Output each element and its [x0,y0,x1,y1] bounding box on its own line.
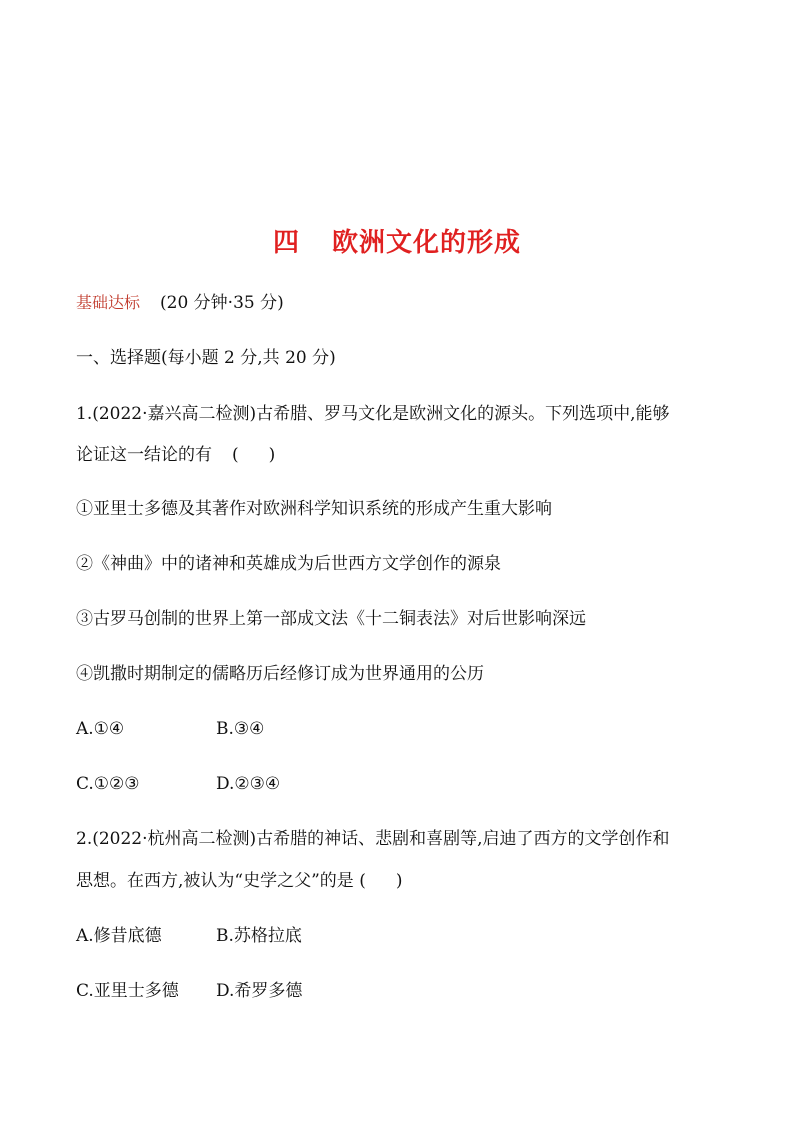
q1-item-1: ①亚里士多德及其著作对欧洲科学知识系统的形成产生重大影响 [76,499,552,519]
section-info: (20 分钟·35 分) [160,293,284,313]
q1-option-d: D.②③④ [216,774,281,794]
q2-option-c: C.亚里士多德 [76,981,179,1001]
title-number: 四 [272,228,300,258]
q1-stem-line1: 1.(2022·嘉兴高二检测)古希腊、罗马文化是欧洲文化的源头。下列选项中,能够 [76,404,670,424]
q1-stem-text: 论证这一结论的有 [76,445,212,465]
q1-paren-close: ) [268,445,276,465]
q1-option-a: A.①④ [76,719,125,739]
q2-stem-text: 思想。在西方,被认为“史学之父”的是 [76,871,354,891]
page-title [0,222,794,259]
q1-stem-line2 [76,444,275,466]
q1-paren-open: ( [232,445,239,465]
q2-option-b: B.苏格拉底 [216,926,302,946]
q2-stem-line1: 2.(2022·杭州高二检测)古希腊的神话、悲剧和喜剧等,启迪了西方的文学创作和 [76,829,670,849]
section-label: 基础达标 [76,293,141,312]
q2-option-a: A.修昔底德 [76,926,162,946]
q1-options-row-2 [76,773,280,795]
part-heading: 一、选择题(每小题 2 分,共 20 分) [76,348,336,368]
q2-paren-close: ) [395,871,403,891]
q2-options-row-2 [76,980,302,1002]
q1-item-3: ③古罗马创制的世界上第一部成文法《十二铜表法》对后世影响深远 [76,609,586,629]
section-header [76,292,284,314]
q2-stem-line2 [76,870,402,892]
q2-option-d: D.希罗多德 [216,981,303,1001]
q1-option-c: C.①②③ [76,774,140,794]
q1-item-2: ②《神曲》中的诸神和英雄成为后世西方文学创作的源泉 [76,554,501,574]
q1-option-b: B.③④ [216,719,265,739]
q1-options-row-1 [76,718,264,740]
q2-paren-open: ( [359,871,366,891]
title-text: 欧洲文化的形成 [332,228,522,258]
q2-options-row-1 [76,925,302,947]
q1-item-4: ④凯撒时期制定的儒略历后经修订成为世界通用的公历 [76,664,484,684]
